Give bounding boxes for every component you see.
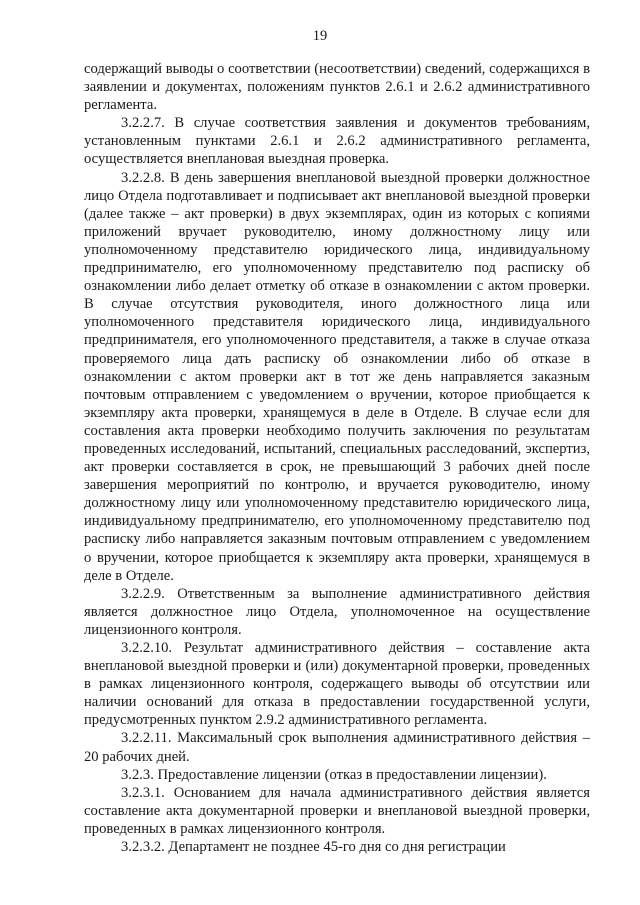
paragraph-3-2-2-9: 3.2.2.9. Ответственным за выполнение административного действия является должностное лицо Отдела, уполномоченное на осуществление лицензионного контроля.: [84, 585, 590, 638]
page-number: 19: [312, 28, 328, 44]
paragraph-3-2-2-10: 3.2.2.10. Результат административного действия – составление акта внеплановой выездной проверки и (или) документарной проверки, проведенных в рамках лицензионного контроля, содержащего выводы об отсутствии или наличии оснований для отказа в предоставлении государственной услуги, предусмотренных пунктом 2.9.2 административного регламента.: [84, 640, 590, 729]
paragraph-3-2-3-1: 3.2.3.1. Основанием для начала административного действия является составление акта документарной проверки и внеплановой выездной проверки, проведенных в рамках лицензионного контроля.: [84, 784, 590, 837]
paragraph-3-2-3: 3.2.3. Предоставление лицензии (отказ в предоставлении лицензии).: [121, 766, 547, 783]
paragraph-3-2-2-11: 3.2.2.11. Максимальный срок выполнения административного действия – 20 рабочих дней.: [84, 730, 590, 765]
document-body: [84, 60, 590, 856]
paragraph-3-2-3-2: 3.2.3.2. Департамент не позднее 45-го дня со дня регистрации: [121, 839, 506, 856]
paragraph-continuation: содержащий выводы о соответствии (несоответствии) сведений, содержащихся в заявлении и документах, положениям пунктов 2.6.1 и 2.6.2 административного регламента.: [84, 61, 590, 114]
paragraph-3-2-2-8: 3.2.2.8. В день завершения внеплановой выездной проверки должностное лицо Отдела подготавливает и подписывает акт внеплановой выездной проверки (далее также – акт проверки) в двух экземплярах, один из которых с копиями приложений вручает руководителю, иному должностному лицу или уполномоченному представителю юридического лица, индивидуальному предпринимателю, его уполномоченному представителю под расписку об ознакомлении либо делает отметку об отказе в ознакомлении с актом проверки. В случае отсутствия руководителя, иного должностного лица или уполномоченного представителя юридического лица, индивидуального предпринимателя, его уполномоченного представителя, а также в случае отказа проверяемого лица дать расписку об ознакомлении либо об отказе в ознакомлении с актом проверки акт в тот же день направляется заказным почтовым отправлением с уведомлением о вручении, которое приобщается к экземпляру акта проверки, хранящемуся в деле в Отделе. В случае если для составления акта проверки необходимо получить заключения по результатам проведенных исследований, испытаний, специальных расследований, экспертиз, акт проверки составляется в срок, не превышающий 3 рабочих дней после завершения мероприятий по контролю, и вручается руководителю, иному должностному лицу или уполномоченному представителю юридического лица, индивидуальному предпринимателю, его уполномоченному представителю под расписку либо направляется заказным почтовым отправлением с уведомлением о вручении, которое приобщается к экземпляру акта проверки, хранящемуся в деле в Отделе.: [84, 169, 590, 584]
paragraph-3-2-2-7: 3.2.2.7. В случае соответствия заявления и документов требованиям, установленным пунктами 2.6.1 и 2.6.2 административного регламента, осуществляется внеплановая выездная проверка.: [84, 115, 590, 168]
